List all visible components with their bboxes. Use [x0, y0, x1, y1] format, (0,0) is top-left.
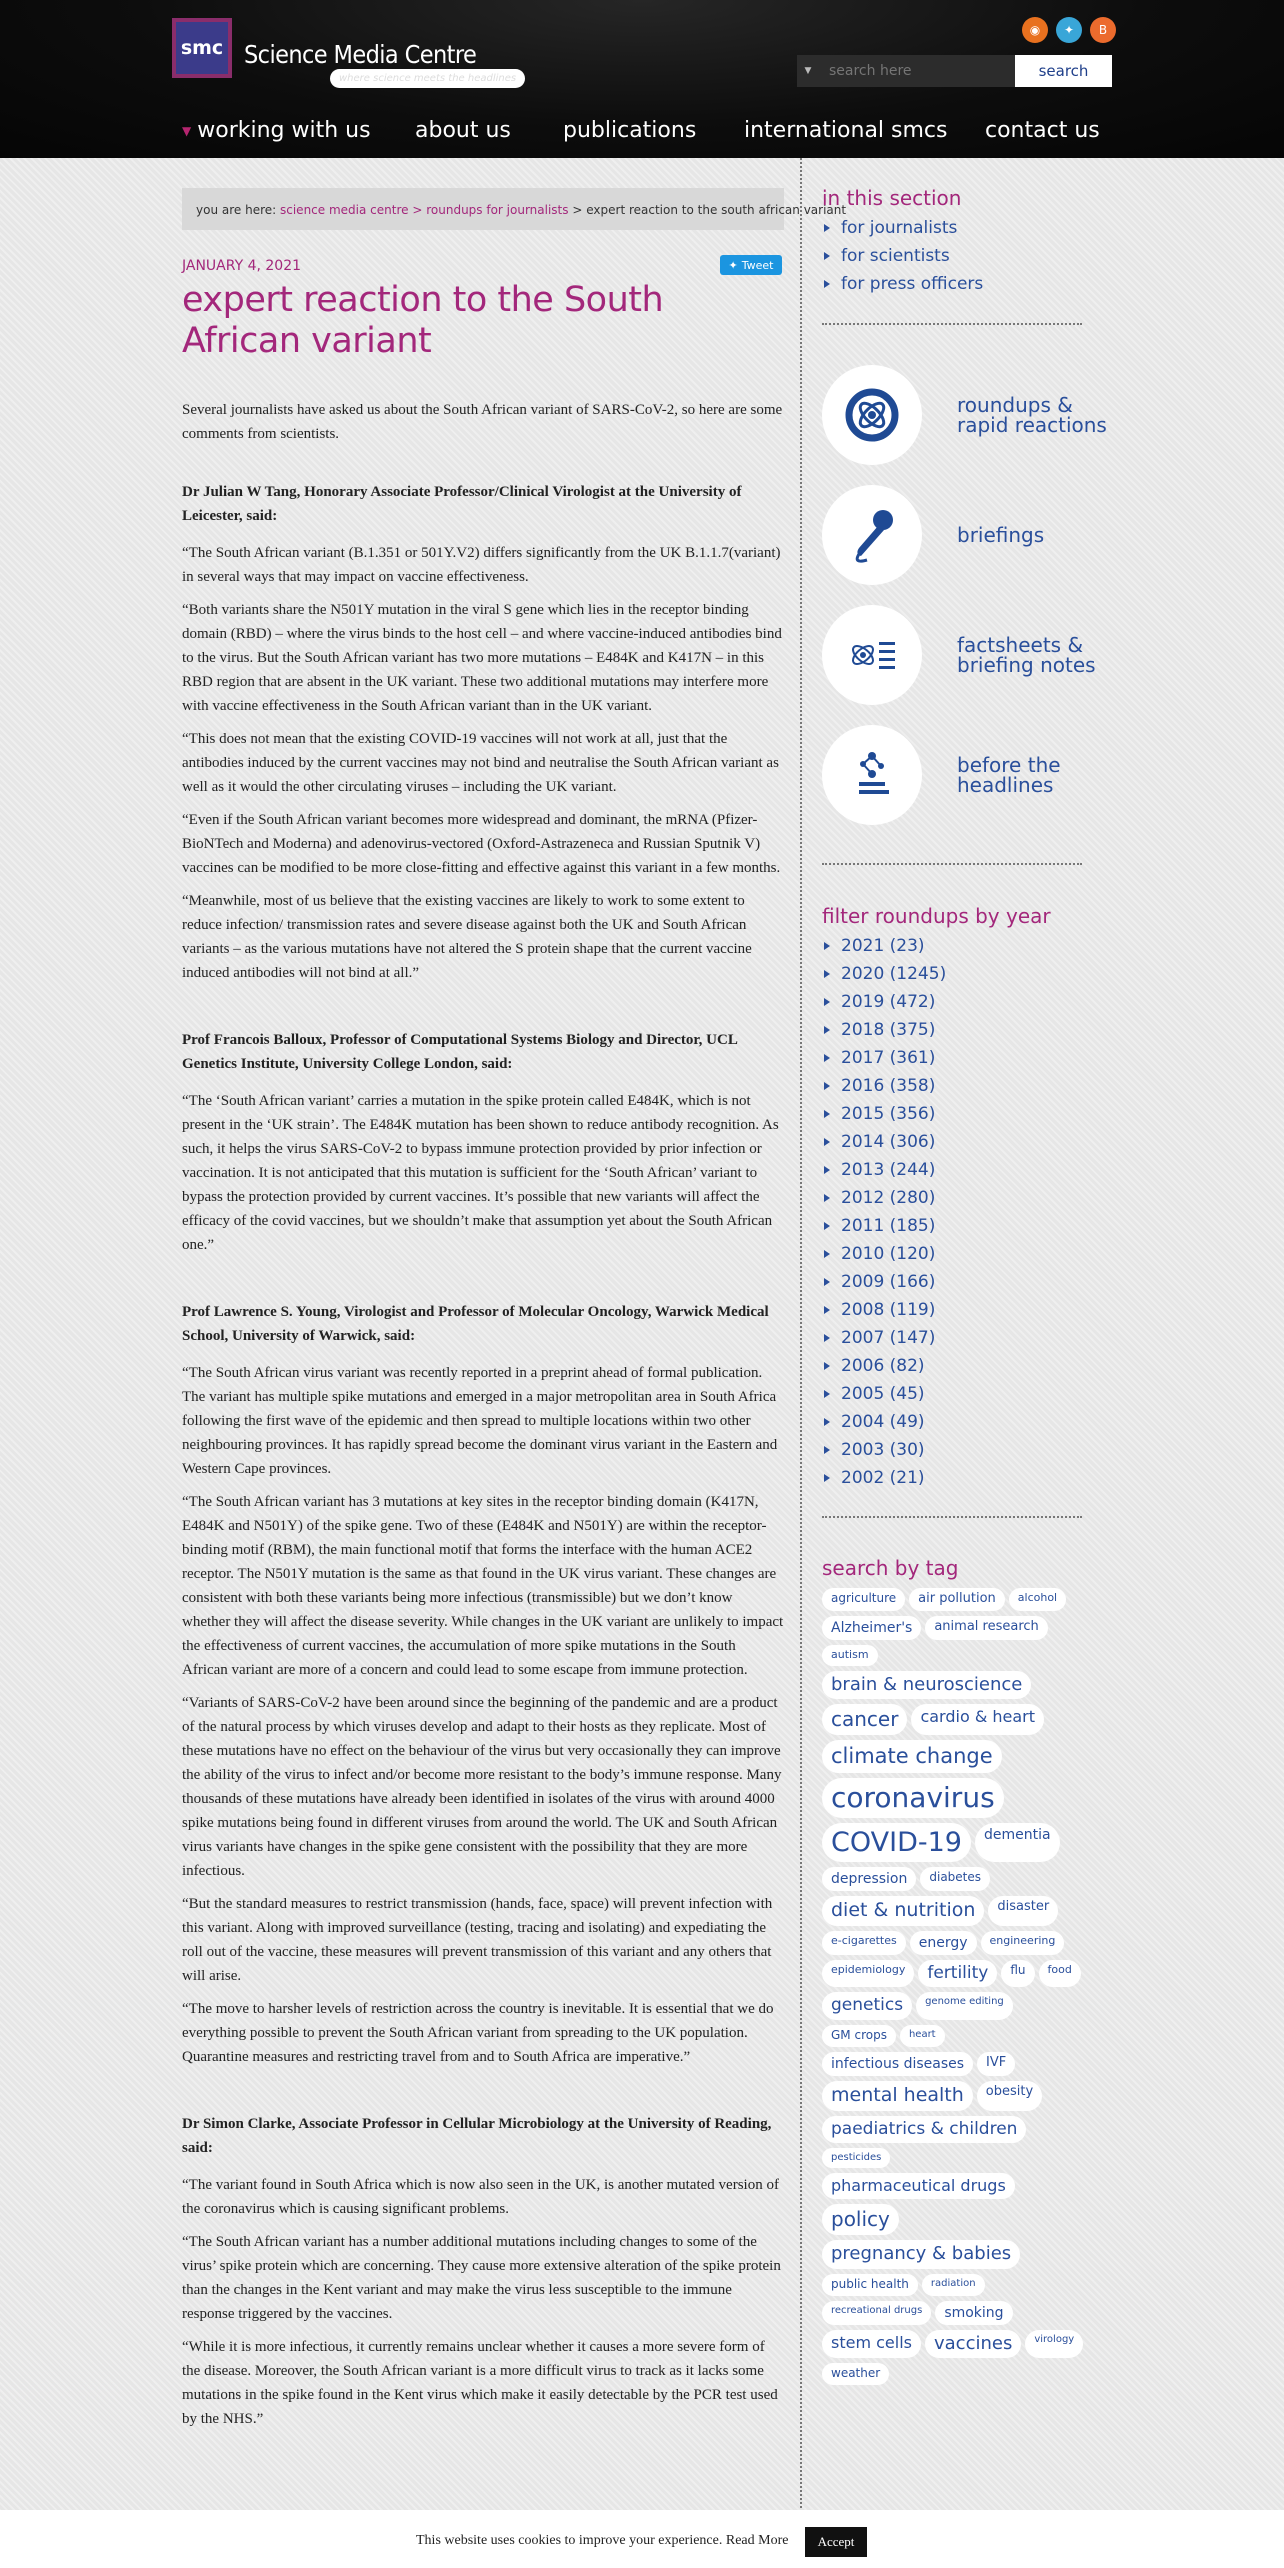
- feature-label: [957, 635, 1096, 675]
- tag-link[interactable]: depression: [822, 1867, 916, 1891]
- tag-link[interactable]: heart: [900, 2025, 945, 2047]
- tag-link[interactable]: agriculture: [822, 1588, 905, 1611]
- feature-label: [957, 755, 1061, 795]
- molecule-doc-icon: [822, 605, 922, 705]
- breadcrumb: [182, 188, 847, 230]
- tag-link[interactable]: disaster: [988, 1896, 1058, 1926]
- tag-link[interactable]: policy: [822, 2204, 899, 2235]
- cookie-text[interactable]: This website uses cookies to improve your experience. Read More: [416, 2533, 789, 2548]
- tag-link[interactable]: IVF: [977, 2052, 1015, 2076]
- search-by-tag-title: search by tag: [822, 1556, 959, 1580]
- year-filter-item[interactable]: 2015 (356): [822, 1100, 1082, 1128]
- tag-link[interactable]: vaccines: [925, 2330, 1021, 2359]
- nav-label: working with us: [197, 118, 371, 143]
- feature-briefings[interactable]: [822, 485, 1112, 585]
- quote-paragraph: “The South African variant has 3 mutations at key sites in the receptor binding domain (K417N, E484K and N501Y) of the spike gene. Two of these (E484K and N501Y) are within the receptor-binding motif (RBM), the main functional motif that forms the interface with the human ACE2 receptor. The N501Y mutation is the same as that found in the UK virus variant. These changes are consistent with both these variants being more infectious (transmissible) but we don’t know whether they will affect the disease severity. While changes in the UK variant are unlikely to impact the effectiveness of current vaccines, the accumulation of more spike mutations in the South African variant are more of a concern and could lead to some escape from immune protection.: [182, 1494, 784, 1678]
- search-bar: [797, 55, 1112, 87]
- article-intro: Several journalists have asked us about the South African variant of SARS-CoV-2, so here are some comments from scientists.: [182, 402, 783, 442]
- tag-link[interactable]: diabetes: [920, 1867, 990, 1891]
- nav-contact-us[interactable]: contact us: [985, 118, 1100, 143]
- tag-link[interactable]: autism: [822, 1645, 878, 1666]
- microphone-icon: [822, 485, 922, 585]
- cookie-banner: [0, 2510, 1284, 2568]
- search-button[interactable]: search: [1015, 55, 1112, 87]
- atom-icon: [822, 365, 922, 465]
- tag-link[interactable]: dementia: [975, 1823, 1060, 1862]
- quote-paragraph: “While it is more infectious, it currently remains unclear whether it causes a more severe form of the disease. Moreover, the South African variant is a more difficult virus to track as it lacks some mutations in the spike found in the Kent virus which make it easily detectable by the PCR test used by the NHS.”: [182, 2339, 778, 2427]
- tag-link[interactable]: engineering: [981, 1931, 1065, 1955]
- year-filter-item[interactable]: 2013 (244): [822, 1156, 1082, 1184]
- quote-paragraph: “Both variants share the N501Y mutation in the viral S gene which lies in the receptor binding domain (RBD) – where the virus binds to the host cell – and where vaccine-induced antibodies bind to the virus. But the South African variant has two more mutations – E484K and K417N – in this RBD region that are absent in the UK variant. These two additional mutations may interfere more with vaccine effectiveness in the South African variant than in the UK variant.: [182, 602, 782, 714]
- tag-link[interactable]: energy: [910, 1931, 977, 1955]
- tag-link[interactable]: infectious diseases: [822, 2052, 973, 2076]
- year-filter-item[interactable]: 2011 (185): [822, 1212, 1082, 1240]
- tag-link[interactable]: smoking: [935, 2301, 1012, 2325]
- tag-link[interactable]: pregnancy & babies: [822, 2240, 1020, 2269]
- sidebar-link-press-officers[interactable]: for press officers: [822, 270, 1082, 298]
- tag-link[interactable]: cardio & heart: [911, 1704, 1044, 1735]
- tag-link[interactable]: virology: [1025, 2330, 1083, 2359]
- breadcrumb-separator: >: [412, 203, 423, 217]
- tag-link[interactable]: genome editing: [916, 1992, 1013, 2020]
- nav-working-with-us[interactable]: [182, 118, 371, 143]
- tag-link[interactable]: epidemiology: [822, 1960, 914, 1988]
- feature-before-the-headlines[interactable]: [822, 725, 1112, 825]
- year-filter-item[interactable]: 2006 (82): [822, 1352, 1082, 1380]
- tag-cloud: [822, 1588, 1087, 2385]
- site-logo[interactable]: [172, 18, 517, 84]
- tag-link[interactable]: obesity: [977, 2081, 1042, 2111]
- breadcrumb-separator: >: [572, 203, 583, 217]
- search-input[interactable]: [819, 55, 1015, 87]
- speaker-heading: Dr Julian W Tang, Honorary Associate Professor/Clinical Virologist at the University of Leicester, said:: [182, 484, 742, 524]
- tag-link[interactable]: genetics: [822, 1992, 912, 2020]
- feature-label: [957, 395, 1107, 435]
- year-filter-list: [822, 932, 1082, 1492]
- year-filter-item[interactable]: 2014 (306): [822, 1128, 1082, 1156]
- sidebar-link-journalists[interactable]: for journalists: [822, 214, 1082, 242]
- tag-link[interactable]: flu: [1001, 1960, 1034, 1988]
- year-filter-item[interactable]: 2016 (358): [822, 1072, 1082, 1100]
- year-filter-item[interactable]: 2020 (1245): [822, 960, 1082, 988]
- breadcrumb-current: expert reaction to the south african variant: [586, 203, 847, 217]
- logo-name: Science Media Centre: [244, 40, 477, 69]
- sidebar-link-scientists[interactable]: for scientists: [822, 242, 1082, 270]
- quote-paragraph: “Meanwhile, most of us believe that the existing vaccines are likely to work to some extent to reduce infection/ transmission rates and severe disease against both the UK and South African variants – as the various mutations have not altered the S protein shape that the current vaccine induced antibodies will not bind at all.”: [182, 893, 752, 981]
- nav-international-smcs[interactable]: international smcs: [744, 118, 948, 143]
- tag-link[interactable]: animal research: [925, 1616, 1047, 1640]
- social-links: [1022, 17, 1116, 43]
- in-section-list: [822, 214, 1082, 298]
- sidebar-divider: [822, 863, 1082, 865]
- network-stack-icon: [822, 725, 922, 825]
- year-filter-item[interactable]: 2005 (45): [822, 1380, 1082, 1408]
- nav-about-us[interactable]: about us: [415, 118, 511, 143]
- year-filter-item[interactable]: 2017 (361): [822, 1044, 1082, 1072]
- tag-link[interactable]: pesticides: [822, 2148, 890, 2168]
- caret-down-icon: ▼: [182, 124, 192, 138]
- tag-link[interactable]: radiation: [922, 2274, 985, 2296]
- sidebar-divider: [822, 1516, 1082, 1518]
- article-body: [182, 398, 784, 2440]
- column-divider: [800, 158, 802, 2568]
- rss-icon[interactable]: ◉: [1022, 17, 1048, 43]
- quote-paragraph: “The move to harsher levels of restriction across the country is inevitable. It is essential that we do everything possible to prevent the South African variant from spreading to the UK population. Quarantine measures and restricting travel from and to South Africa are imperative.”: [182, 2001, 774, 2065]
- speaker-heading: Prof Francois Balloux, Professor of Computational Systems Biology and Director, UCL Genetics Institute, University College London, said:: [182, 1032, 737, 1072]
- tag-link[interactable]: cancer: [822, 1704, 907, 1735]
- breadcrumb-link-home[interactable]: science media centre: [280, 203, 409, 217]
- feature-label-text: briefings: [957, 523, 1045, 547]
- year-filter-item[interactable]: 2019 (472): [822, 988, 1082, 1016]
- tag-link[interactable]: weather: [822, 2363, 889, 2385]
- quote-paragraph: “But the standard measures to restrict transmission (hands, face, space) will prevent infection with this variant. Along with improved surveillance (testing, tracing and isolating) and expediating the roll out of the vaccine, these measures will prevent transmission of this variant and any others that will arise.: [182, 1896, 773, 1984]
- nav-publications[interactable]: publications: [563, 118, 697, 143]
- quote-paragraph: “This does not mean that the existing COVID-19 vaccines will not work at all, just that the antibodies induced by the current vaccines may not bind and neutralise the South African variant as well as it would the other circulating viruses – including the UK variant.: [182, 731, 779, 795]
- tag-link[interactable]: brain & neuroscience: [822, 1671, 1031, 1700]
- tag-link[interactable]: mental health: [822, 2081, 973, 2111]
- speaker-heading: Dr Simon Clarke, Associate Professor in Cellular Microbiology at the University of Reading, said:: [182, 2116, 772, 2156]
- quote-paragraph: “The ‘South African variant’ carries a mutation in the spike protein called E484K, which is not present in the ‘UK strain’. The E484K mutation has been shown to reduce antibody recognition. As such, it helps the virus SARS-CoV-2 to bypass immune protection provided by prior infection or vaccination. It is not anticipated that this mutation is sufficient for the ‘South African’ variant to bypass the protection provided by current vaccines. It’s possible that new variants will affect the efficacy of the covid vaccines, but we shouldn’t make that assumption yet about the South African one.”: [182, 1093, 779, 1253]
- filter-by-year-title: filter roundups by year: [822, 904, 1051, 928]
- year-filter-item[interactable]: 2021 (23): [822, 932, 1082, 960]
- quote-paragraph: “The South African virus variant was recently reported in a preprint ahead of formal publication. The variant has multiple spike mutations and emerged in a major metropolitan area in South Africa following the first wave of the epidemic and then spread to multiple locations within two other neighbouring provinces. It has rapidly spread become the dominant virus variant in the Eastern and Western Cape provinces.: [182, 1365, 778, 1477]
- cookie-accept-button[interactable]: Accept: [805, 2527, 867, 2557]
- tag-link[interactable]: air pollution: [909, 1588, 1005, 1611]
- year-filter-item[interactable]: 2010 (120): [822, 1240, 1082, 1268]
- feature-label-text: roundups & rapid reactions: [957, 393, 1107, 437]
- breadcrumb-link-roundups[interactable]: roundups for journalists: [426, 203, 569, 217]
- feature-roundups[interactable]: [822, 365, 1112, 465]
- year-filter-item[interactable]: 2009 (166): [822, 1268, 1082, 1296]
- quote-paragraph: “The South African variant (B.1.351 or 501Y.V2) differs significantly from the UK B.1.1.7(variant) in several ways that may impact on vaccine effectiveness.: [182, 545, 781, 585]
- tag-link[interactable]: fertility: [918, 1960, 997, 1988]
- year-filter-item[interactable]: 2007 (147): [822, 1324, 1082, 1352]
- tag-link[interactable]: GM crops: [822, 2025, 896, 2047]
- tag-link[interactable]: food: [1039, 1960, 1081, 1988]
- tag-link[interactable]: Alzheimer's: [822, 1616, 921, 1640]
- year-filter-item[interactable]: 2008 (119): [822, 1296, 1082, 1324]
- quote-paragraph: “The variant found in South Africa which is now also seen in the UK, is another mutated version of the coronavirus which is causing significant problems.: [182, 2177, 779, 2217]
- tag-link[interactable]: public health: [822, 2274, 918, 2296]
- quote-paragraph: “Variants of SARS-CoV-2 have been around since the beginning of the pandemic and are a product of the natural process by which viruses develop and adapt to their hosts as they replicate. Most of these mutations have no effect on the behaviour of the virus but very occasionally they can improve the ability of the virus to infect and/or become more resistant to the body’s immune response. Many thousands of these mutations have already been identified in isolates of the virus with around 4000 spike mutations being found in different viruses from around the world. The UK and South African virus variants have changes in the spike gene consistent with the possibility that they are more infectious.: [182, 1695, 782, 1879]
- logo-mark: smc: [172, 18, 232, 78]
- tag-link[interactable]: pharmaceutical drugs: [822, 2173, 1015, 2199]
- tag-link[interactable]: coronavirus: [822, 1778, 1004, 1818]
- year-filter-item[interactable]: 2012 (280): [822, 1184, 1082, 1212]
- quote-paragraph: “The South African variant has a number additional mutations including changes to some of the virus’ spike protein which are concerning. They cause more extensive alteration of the spike protein than the changes in the Kent variant and may make the virus less susceptible to the immune response triggered by the vaccines.: [182, 2234, 781, 2322]
- tweet-button[interactable]: [720, 255, 782, 275]
- year-filter-item[interactable]: 2004 (49): [822, 1408, 1082, 1436]
- speaker-heading: Prof Lawrence S. Young, Virologist and Professor of Molecular Oncology, Warwick Medical School, University of Warwick, said:: [182, 1304, 769, 1344]
- blogger-icon[interactable]: B: [1090, 17, 1116, 43]
- year-filter-item[interactable]: 2002 (21): [822, 1464, 1082, 1492]
- logo-tagline: where science meets the headlines: [330, 69, 525, 88]
- tag-link[interactable]: diet & nutrition: [822, 1896, 984, 1926]
- feature-label-text: factsheets & briefing notes: [957, 633, 1096, 677]
- tag-link[interactable]: recreational drugs: [822, 2301, 931, 2325]
- article-date: JANUARY 4, 2021: [182, 258, 302, 274]
- year-filter-item[interactable]: 2003 (30): [822, 1436, 1082, 1464]
- breadcrumb-prefix: you are here:: [196, 203, 277, 217]
- feature-factsheets[interactable]: [822, 605, 1112, 705]
- feature-label-text: before the headlines: [957, 753, 1061, 797]
- site-header: [0, 0, 1284, 158]
- search-scope-dropdown-icon[interactable]: ▼: [797, 55, 819, 87]
- tweet-label: Tweet: [741, 258, 774, 272]
- tag-link[interactable]: e-cigarettes: [822, 1931, 906, 1955]
- tag-link[interactable]: COVID-19: [822, 1823, 971, 1862]
- quote-paragraph: “Even if the South African variant becomes more widespread and dominant, the mRNA (Pfizer-BioNTech and Moderna) and adenovirus-vectored (Oxford-Astrazeneca and Russian Sputnik V) vaccines can be modified to be more close-fitting and effective against this variant in a few months.: [182, 812, 781, 876]
- twitter-bird-icon: ✦: [728, 258, 738, 272]
- twitter-icon[interactable]: ✦: [1056, 17, 1082, 43]
- feature-label: [957, 525, 1044, 545]
- sidebar-divider: [822, 323, 1082, 325]
- year-filter-item[interactable]: 2018 (375): [822, 1016, 1082, 1044]
- tag-link[interactable]: climate change: [822, 1740, 1002, 1772]
- article-title: expert reaction to the South African variant: [182, 280, 664, 361]
- in-section-title: in this section: [822, 186, 962, 210]
- main-nav: [0, 110, 1284, 158]
- tag-link[interactable]: paediatrics & children: [822, 2116, 1026, 2144]
- tag-link[interactable]: alcohol: [1009, 1588, 1066, 1611]
- tag-link[interactable]: stem cells: [822, 2330, 921, 2359]
